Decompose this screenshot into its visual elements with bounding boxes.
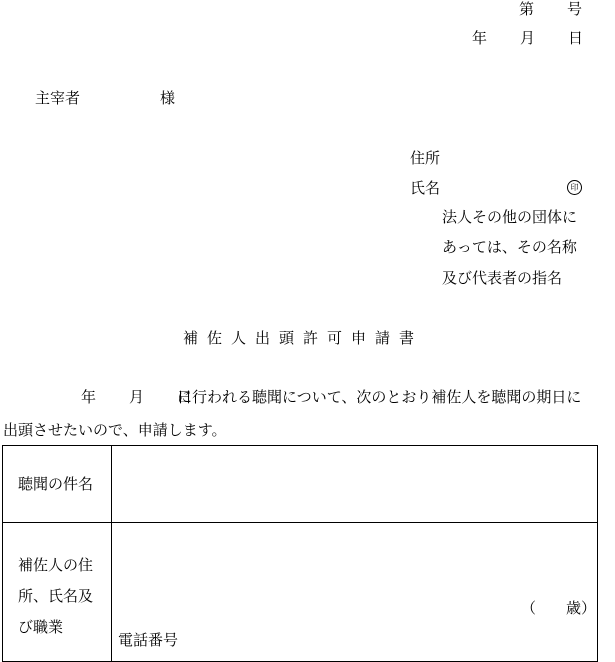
assistant-info-label-line3: び職業: [18, 618, 64, 636]
date-label: 年 月 日: [472, 29, 593, 47]
hearing-subject-label: [3, 446, 112, 523]
addressee-honorific: 様: [160, 89, 176, 107]
hearing-date-label: 年 月 日: [81, 388, 202, 406]
document-number-label: 第 号: [519, 0, 592, 18]
body-text-line1: に行われる聴聞について、次のとおり補佐人を聴聞の期日に: [177, 388, 582, 406]
phone-number-label: 電話番号: [118, 631, 179, 649]
assistant-info-label-line2: 所、氏名及: [18, 587, 94, 605]
hearing-subject-label-text: 聴聞の件名: [18, 475, 94, 493]
addressee-title: 主宰者: [35, 89, 81, 107]
document-title: 補佐人出頭許可申請書: [183, 329, 424, 347]
applicant-name-label: 氏名: [410, 179, 441, 197]
body-text-line2: 出頭させたいので、申請します。: [3, 421, 227, 439]
assistant-info-label: [3, 523, 112, 662]
form-row-hearing-subject: [3, 446, 598, 523]
application-form-table: [2, 445, 598, 662]
applicant-note-line3: 及び代表者の指名: [442, 269, 563, 287]
form-row-assistant-info: [3, 523, 598, 662]
assistant-info-label-line1: 補佐人の住: [18, 556, 94, 574]
applicant-note-line1: 法人その他の団体に: [442, 208, 578, 226]
seal-icon: 印: [567, 180, 582, 195]
applicant-note-line2: あっては、その名称: [442, 238, 577, 256]
hearing-subject-field[interactable]: [112, 446, 598, 523]
applicant-address-label: 住所: [410, 149, 441, 167]
age-label: （ 歳）: [521, 599, 597, 617]
assistant-info-field[interactable]: [112, 523, 598, 662]
